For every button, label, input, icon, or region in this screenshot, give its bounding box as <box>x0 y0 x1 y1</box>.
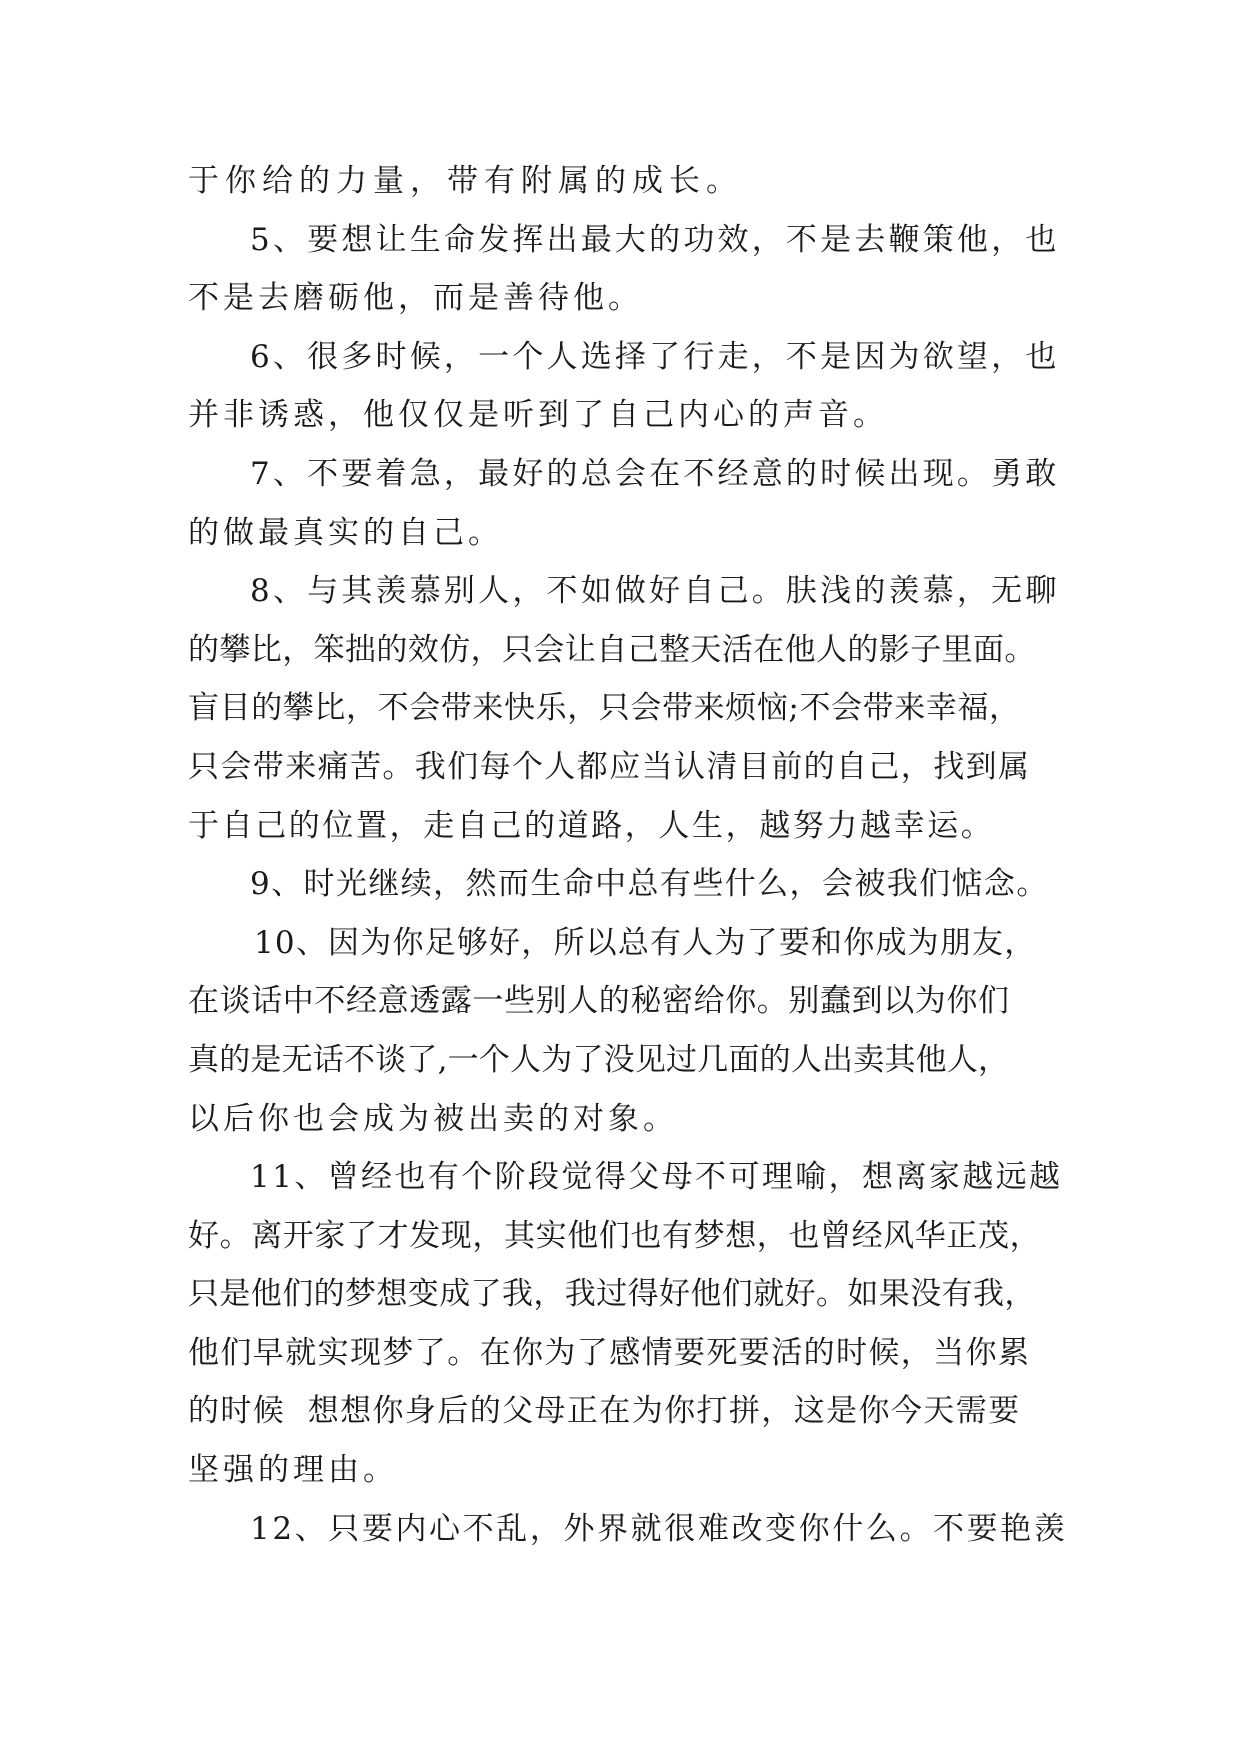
text-line: 5、要想让生命发挥出最大的功效，不是去鞭策他，也 <box>250 221 1060 258</box>
text-line: 的攀比，笨拙的效仿，只会让自己整天活在他人的影子里面。 <box>188 631 1036 668</box>
text-line: 真的是无话不谈了,一个人为了没见过几面的人出卖其他人， <box>188 1041 1010 1078</box>
text-line: 的做最真实的自己。 <box>188 514 503 551</box>
text-line: 11、曾经也有个阶段觉得父母不可理喻，想离家越远越 <box>250 1159 1063 1196</box>
text-line: 只是他们的梦想变成了我，我过得好他们就好。如果没有我， <box>188 1276 1036 1313</box>
text-line: 以后你也会成为被出卖的对象。 <box>188 1100 678 1137</box>
text-line: 12、只要内心不乱，外界就很难改变你什么。不要艳羡 <box>250 1510 1068 1547</box>
text-line: 9、时光继续，然而生命中总有些什么，会被我们惦念。 <box>250 866 1049 903</box>
text-line: 7、不要着急，最好的总会在不经意的时候出现。勇敢 <box>250 455 1060 492</box>
text-line: 坚强的理由。 <box>188 1452 398 1489</box>
text-line: 只会带来痛苦。我们每个人都应当认清目前的自己，找到属 <box>188 748 1031 785</box>
text-line: 不是去磨砺他，而是善待他。 <box>188 280 643 317</box>
text-line: 于自己的位置，走自己的道路，人生，越努力越幸运。 <box>188 807 995 844</box>
text-line: 8、与其羡慕别人，不如做好自己。肤浅的羡慕，无聊 <box>250 573 1060 610</box>
text-line: 他们早就实现梦了。在你为了感情要死要活的时候，当你累 <box>188 1334 1031 1371</box>
text-line: 10、因为你足够好，所以总有人为了要和你成为朋友， <box>254 924 1037 961</box>
text-line: 于你给的力量，带有附属的成长。 <box>188 163 743 199</box>
text-line: 并非诱惑，他仅仅是听到了自己内心的声音。 <box>188 397 888 434</box>
text-line: 盲目的攀比，不会带来快乐，只会带来烦恼;不会带来幸福， <box>188 690 1021 727</box>
text-line: 的时候 想想你身后的父母正在为你打拼，这是你今天需要 <box>188 1393 1021 1430</box>
text-line: 好。离开家了才发现，其实他们也有梦想，也曾经风华正茂， <box>188 1217 1042 1254</box>
text-line: 在谈话中不经意透露一些别人的秘密给你。别蠢到以为你们 <box>188 983 1010 1020</box>
text-line: 6、很多时候，一个人选择了行走，不是因为欲望，也 <box>250 338 1060 375</box>
body-text <box>188 152 1068 1558</box>
